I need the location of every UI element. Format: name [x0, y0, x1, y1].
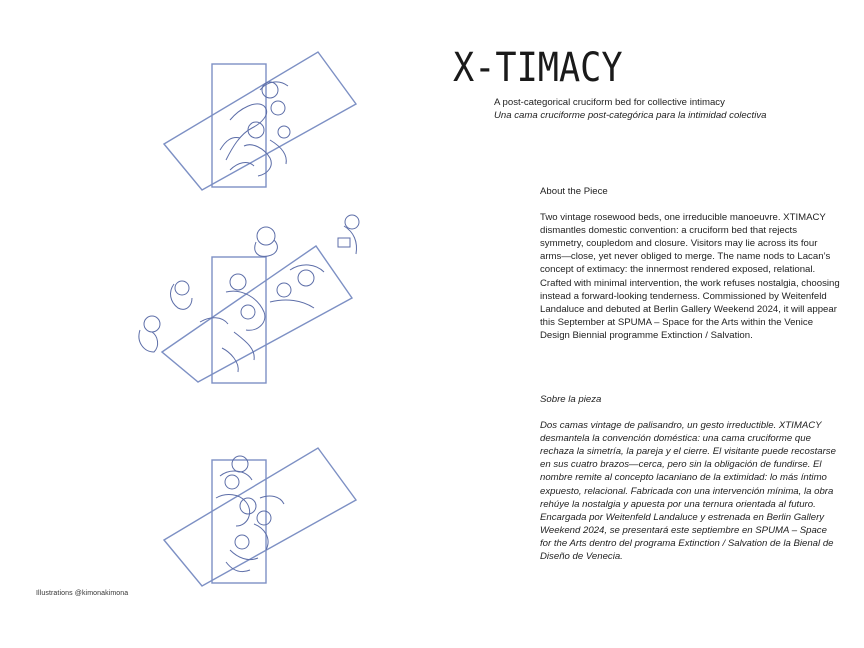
subtitle-en: A post-categorical cruciform bed for collective intimacy — [494, 97, 725, 108]
about-section-en — [540, 185, 840, 342]
subtitle-es: Una cama cruciforme post-categórica para la intimidad colectiva — [494, 110, 767, 121]
subtitle — [494, 96, 766, 122]
cruciform-bed-illustration-1 — [160, 50, 360, 192]
about-section-es — [540, 393, 840, 563]
illustration-credit: Illustrations @kimonakimona — [36, 590, 129, 597]
about-heading-en: About the Piece — [540, 186, 608, 197]
page-title: X-TIMACY — [453, 45, 623, 91]
cruciform-bed-illustration-3 — [160, 446, 360, 588]
cruciform-bed-illustration-2 — [130, 212, 380, 387]
about-heading-es: Sobre la pieza — [540, 394, 602, 405]
about-body-es: Dos camas vintage de palisandro, un gesto irreductible. XTIMACY desmantela la convención doméstica: una cama cruciforme que rechaza la simetría, la pareja y el cierre. El visitante puede recostarse en sus cuatro brazos—cerca, pero sin la obligación de fundirse. El nombre remite al concepto lacaniano de la extimidad: lo más íntimo expuesto, relacional. Fabricada con una intervención mínima, la obra rehúye la nostalgia y apuesta por una ternura orientada al futuro. Encargada por Weitenfeld Landaluce y estrenada en Berlin Gallery Weekend 2024, se presentará este septiembre en SPUMA – Space for the Arts dentro del programa Extinction / Salvation de la Bienal de Diseño de Venecia. — [540, 420, 836, 563]
about-body-en: Two vintage rosewood beds, one irreducible manoeuvre. XTIMACY dismantles domestic convention: a cruciform bed that rejects symmetry, coupledom and closure. Visitors may lie across its four arms—close, yet never obliged to merge. The name nods to Lacan’s concept of extimacy: the innermost rendered exposed, relational. Crafted with minimal intervention, the work refuses nostalgia, choosing instead a forward-looking tenderness. Commissioned by Weitenfeld Landaluce and debuted at Berlin Gallery Weekend 2024, it will appear this September at SPUMA – Space for the Arts within the Venice Design Biennial programme Extinction / Salvation. — [540, 212, 840, 341]
